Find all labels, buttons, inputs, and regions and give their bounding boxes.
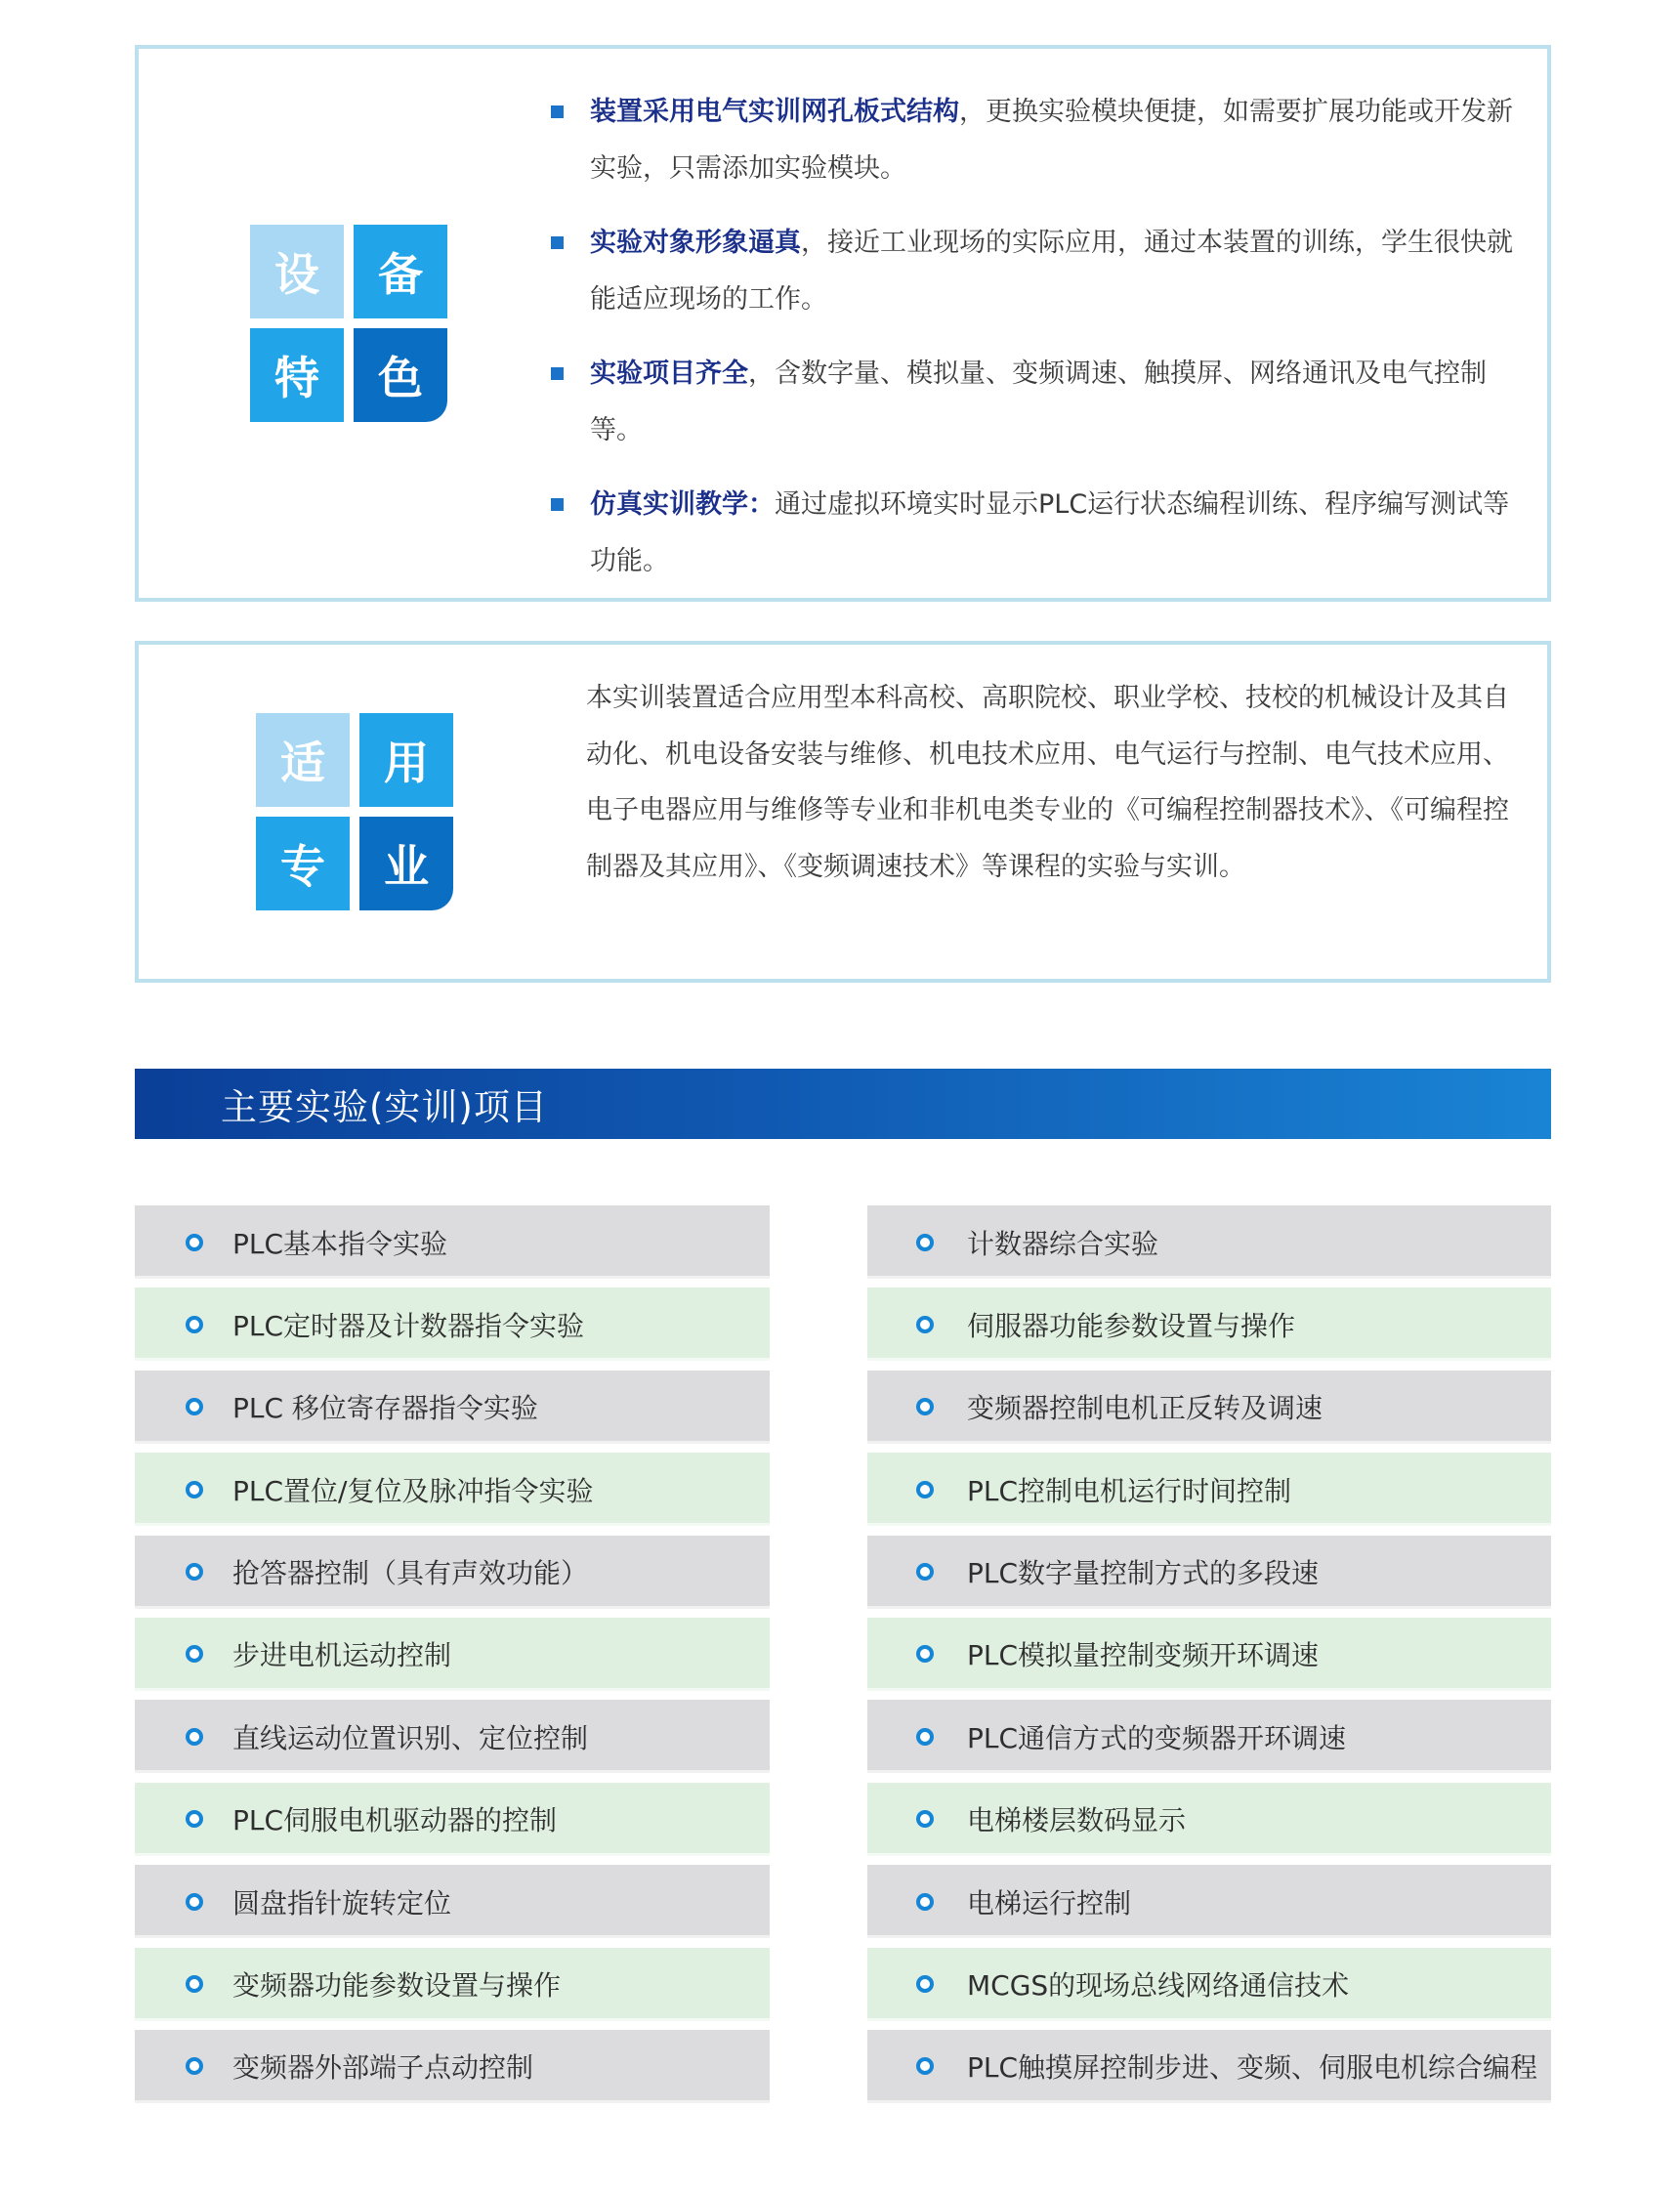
tile-zhuan: 专: [256, 817, 350, 910]
experiment-row: [867, 1371, 1551, 1444]
circle-bullet-icon: [916, 1563, 934, 1581]
feature-highlight: 装置采用电气实训网孔板式结构: [590, 97, 959, 127]
experiment-row: [867, 1287, 1551, 1361]
circle-bullet-icon: [186, 1728, 203, 1746]
experiment-row: [135, 1865, 770, 1938]
majors-panel: [135, 641, 1551, 983]
circle-bullet-icon: [186, 2057, 203, 2075]
circle-bullet-icon: [916, 1975, 934, 1993]
experiment-row: [135, 1536, 770, 1609]
circle-bullet-icon: [916, 2057, 934, 2075]
experiments-list-left: [135, 1205, 770, 2112]
experiment-row: [867, 1536, 1551, 1609]
square-bullet-icon: [551, 105, 564, 118]
experiment-label: PLC定时器及计数器指令实验: [232, 1309, 585, 1342]
feature-highlight: 实验项目齐全: [590, 359, 748, 389]
experiments-list-right: [867, 1205, 1551, 2112]
experiments-banner: [135, 1069, 1551, 1139]
experiment-label: 变频器外部端子点动控制: [232, 2051, 534, 2085]
square-bullet-icon: [551, 236, 564, 249]
experiment-label: PLC控制电机运行时间控制: [967, 1474, 1292, 1507]
experiment-label: PLC 移位寄存器指令实验: [232, 1392, 538, 1425]
square-bullet-icon: [551, 367, 564, 380]
experiment-row: [867, 1783, 1551, 1856]
experiment-label: MCGS的现场总线网络通信技术: [967, 1969, 1350, 2003]
majors-tile-heading: [256, 713, 453, 910]
feature-item: [549, 84, 1526, 197]
circle-bullet-icon: [186, 1893, 203, 1911]
circle-bullet-icon: [916, 1728, 934, 1746]
experiment-label: 伺服器功能参数设置与操作: [967, 1309, 1296, 1342]
experiment-label: 变频器功能参数设置与操作: [232, 1969, 562, 2003]
experiment-label: PLC触摸屏控制步进、变频、伺服电机综合编程: [967, 2051, 1538, 2085]
experiment-label: 电梯运行控制: [967, 1886, 1132, 1920]
experiment-label: PLC数字量控制方式的多段速: [967, 1557, 1320, 1590]
experiment-label: 圆盘指针旋转定位: [232, 1886, 452, 1920]
tile-ye: 业: [359, 817, 453, 910]
tile-shi: 适: [256, 713, 350, 807]
feature-highlight: 实验对象形象逼真: [590, 228, 801, 258]
experiment-label: 抢答器控制（具有声效功能）: [232, 1557, 589, 1590]
tile-she: 设: [250, 225, 344, 318]
circle-bullet-icon: [186, 1234, 203, 1251]
circle-bullet-icon: [186, 1316, 203, 1333]
circle-bullet-icon: [916, 1234, 934, 1251]
experiment-label: 步进电机运动控制: [232, 1639, 452, 1672]
circle-bullet-icon: [916, 1645, 934, 1663]
square-bullet-icon: [551, 498, 564, 511]
circle-bullet-icon: [916, 1810, 934, 1828]
experiment-label: 计数器综合实验: [967, 1227, 1159, 1260]
experiment-row: [135, 1618, 770, 1691]
features-panel: [135, 45, 1551, 602]
experiment-row: [135, 1453, 770, 1526]
experiment-label: PLC基本指令实验: [232, 1227, 448, 1260]
circle-bullet-icon: [916, 1481, 934, 1498]
experiment-row: [867, 1700, 1551, 1773]
tile-te: 特: [250, 328, 344, 422]
experiment-row: [135, 1205, 770, 1279]
circle-bullet-icon: [916, 1893, 934, 1911]
experiment-label: 变频器控制电机正反转及调速: [967, 1392, 1323, 1425]
feature-item: [549, 215, 1526, 328]
experiment-row: [867, 1453, 1551, 1526]
circle-bullet-icon: [916, 1316, 934, 1333]
experiment-row: [135, 1948, 770, 2021]
experiment-row: [135, 1783, 770, 1856]
tile-bei: 备: [354, 225, 447, 318]
experiment-row: [867, 1865, 1551, 1938]
tile-se: 色: [354, 328, 447, 422]
feature-text: ，接近工业现场的实际应用，通过本装置的训练，学生很快就能适应现场的工作。: [590, 228, 1513, 315]
feature-text: 通过虚拟环境实时显示PLC运行状态编程训练、程序编写测试等功能。: [590, 489, 1510, 576]
experiment-row: [135, 2030, 770, 2103]
feature-text: ，更换实验模块便捷，如需要扩展功能或开发新实验，只需添加实验模块。: [590, 97, 1513, 184]
experiment-label: PLC置位/复位及脉冲指令实验: [232, 1474, 594, 1507]
experiment-row: [867, 1205, 1551, 1279]
circle-bullet-icon: [186, 1810, 203, 1828]
experiment-row: [135, 1371, 770, 1444]
majors-description: 本实训装置适合应用型本科高校、高职院校、职业学校、技校的机械设计及其自动化、机电设备安装与维修、机电技术应用、电气运行与控制、电气技术应用、电子电器应用与维修等专业和非机电类专业的《可编程控制器技术》、《可编程控制器及其应用》、《变频调速技术》等课程的实验与实训。: [586, 683, 1509, 882]
experiment-row: [867, 1948, 1551, 2021]
features-list: [549, 84, 1526, 608]
circle-bullet-icon: [186, 1398, 203, 1415]
circle-bullet-icon: [186, 1645, 203, 1663]
experiment-label: PLC通信方式的变频器开环调速: [967, 1721, 1347, 1754]
tile-yong: 用: [359, 713, 453, 807]
circle-bullet-icon: [186, 1481, 203, 1498]
experiment-label: PLC伺服电机驱动器的控制: [232, 1804, 558, 1837]
feature-text: ，含数字量、模拟量、变频调速、触摸屏、网络通讯及电气控制等。: [590, 359, 1487, 445]
experiment-label: PLC模拟量控制变频开环调速: [967, 1639, 1320, 1672]
experiments-title: 主要实验(实训)项目: [221, 1086, 548, 1128]
features-tile-heading: [250, 225, 447, 422]
feature-item: [549, 477, 1526, 590]
experiment-row: [135, 1700, 770, 1773]
circle-bullet-icon: [186, 1563, 203, 1581]
circle-bullet-icon: [186, 1975, 203, 1993]
experiment-label: 电梯楼层数码显示: [967, 1804, 1187, 1837]
circle-bullet-icon: [916, 1398, 934, 1415]
experiment-row: [867, 1618, 1551, 1691]
experiment-row: [135, 1287, 770, 1361]
feature-item: [549, 346, 1526, 459]
experiment-row: [867, 2030, 1551, 2103]
experiment-label: 直线运动位置识别、定位控制: [232, 1721, 589, 1754]
feature-highlight: 仿真实训教学：: [590, 489, 775, 520]
